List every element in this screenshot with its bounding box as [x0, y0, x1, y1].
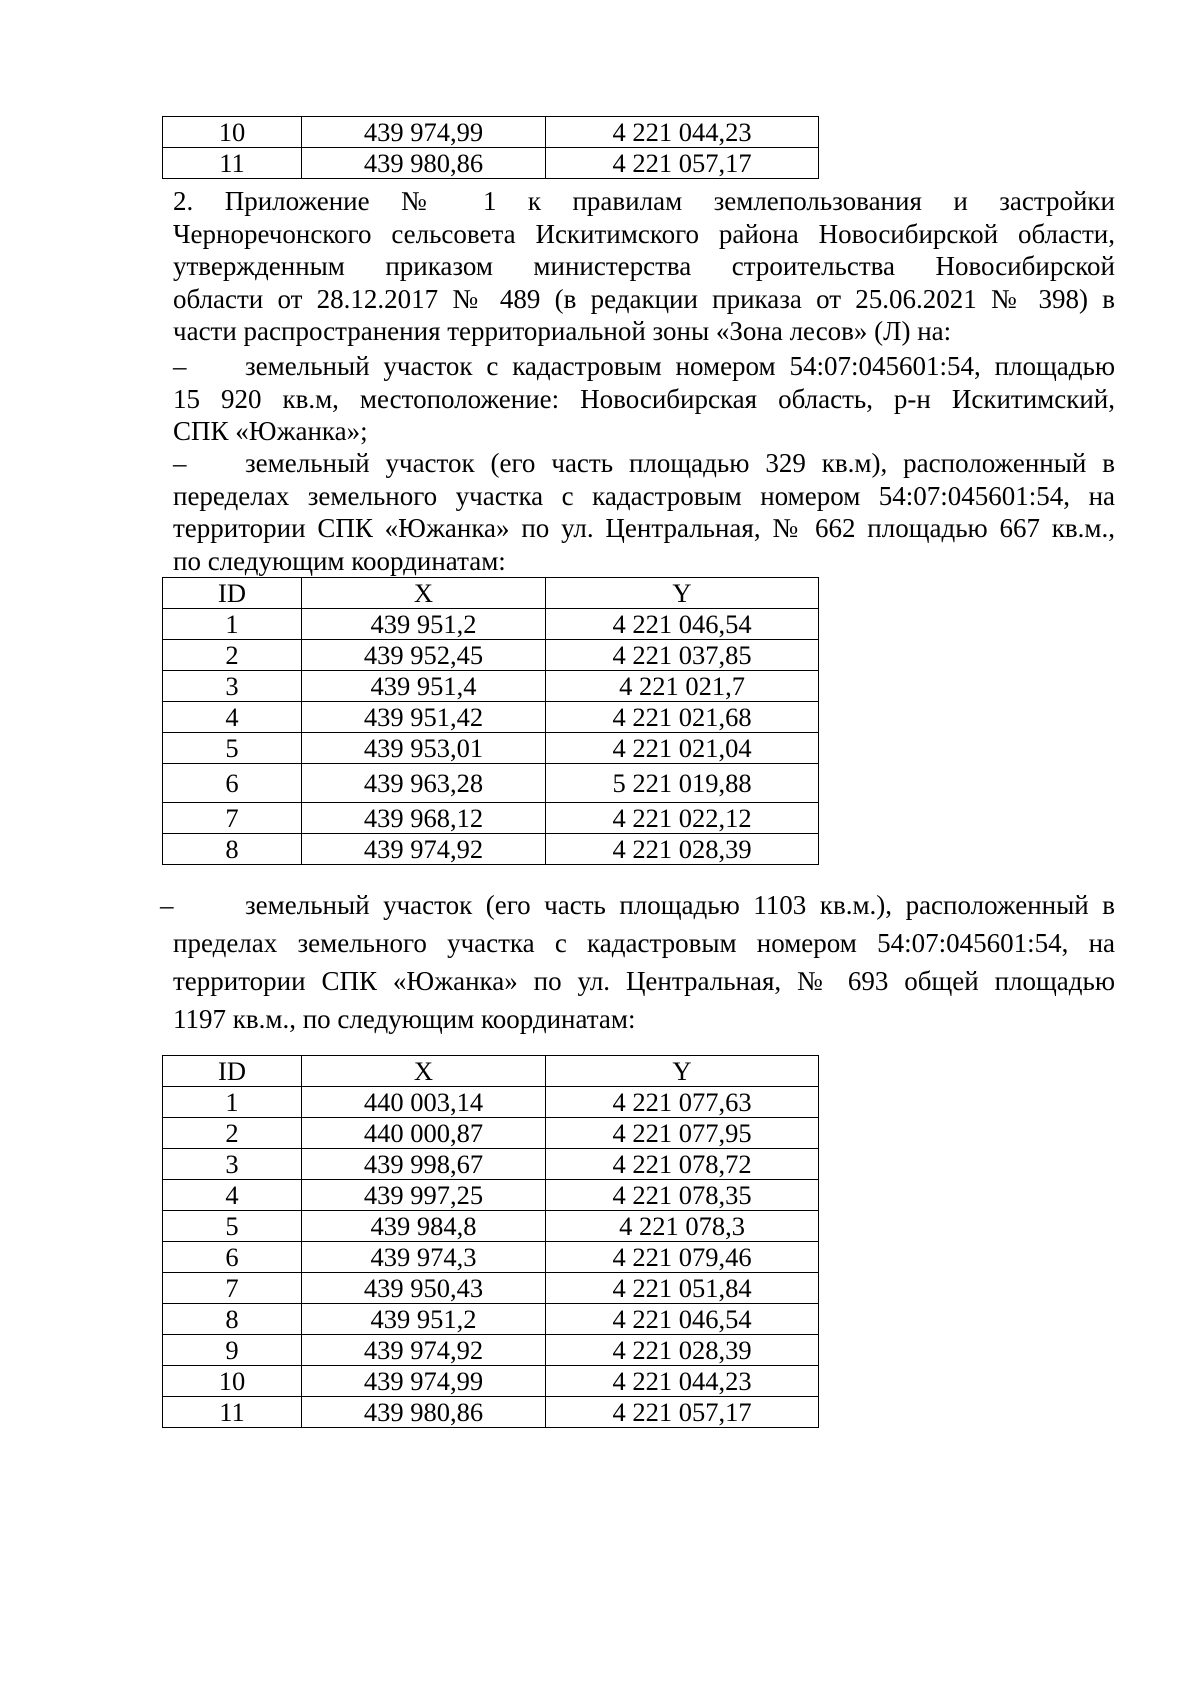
cell-id: 3: [163, 671, 302, 702]
cell-y: 4 221 046,54: [546, 1304, 819, 1335]
table-row: [163, 764, 819, 803]
cell-id: 1: [163, 1087, 302, 1118]
cell-x: 439 951,4: [302, 671, 546, 702]
table-row: [163, 1118, 819, 1149]
coordinates-table-plot-693: [162, 1055, 819, 1428]
cell-x: 439 968,12: [302, 803, 546, 834]
header-x: X: [302, 578, 546, 609]
table-row: [163, 1335, 819, 1366]
text-line: территории СПК «Южанка» по ул. Центральная, № 662 площадью 667 кв.м.,: [173, 513, 1115, 543]
cell-x: 439 974,92: [302, 1335, 546, 1366]
cell-x: 439 980,86: [302, 148, 546, 179]
table-row: [163, 1087, 819, 1118]
cell-y: 5 221 019,88: [546, 764, 819, 803]
text-line: земельный участок с кадастровым номером 54:07:045601:54, площадью: [245, 351, 1115, 381]
text-line: области от 28.12.2017 № 489 (в редакции приказа от 25.06.2021 № 398) в: [173, 283, 1115, 314]
cell-id: 5: [163, 1211, 302, 1242]
cell-id: 2: [163, 1118, 302, 1149]
cell-x: 439 951,2: [302, 609, 546, 640]
table-body: [163, 117, 819, 179]
table-row: [163, 733, 819, 764]
table-row: [163, 1397, 819, 1428]
cell-x: 439 952,45: [302, 640, 546, 671]
cell-id: 2: [163, 640, 302, 671]
cell-x: 439 953,01: [302, 733, 546, 764]
table-row: [163, 1211, 819, 1242]
cell-x: 440 000,87: [302, 1118, 546, 1149]
cell-y: 4 221 021,68: [546, 702, 819, 733]
cell-x: 439 963,28: [302, 764, 546, 803]
dash-marker: –: [173, 448, 187, 478]
cell-id: 8: [163, 834, 302, 865]
cell-x: 439 951,42: [302, 702, 546, 733]
text-line: 1197 кв.м., по следующим координатам:: [173, 1004, 636, 1034]
cell-id: 11: [163, 1397, 302, 1428]
cell-y: 4 221 028,39: [546, 1335, 819, 1366]
cell-y: 4 221 021,7: [546, 671, 819, 702]
text-line: утвержденным приказом министерства строительства Новосибирской: [173, 251, 1115, 281]
table-row: [163, 1180, 819, 1211]
cell-id: 6: [163, 1242, 302, 1273]
text-line: земельный участок (его часть площадью 329 кв.м), расположенный в: [245, 448, 1115, 478]
coordinates-table-plot-662: [162, 577, 819, 865]
cell-y: 4 221 022,12: [546, 803, 819, 834]
cell-x: 439 974,3: [302, 1242, 546, 1273]
cell-id: 11: [163, 148, 302, 179]
cell-y: 4 221 057,17: [546, 1397, 819, 1428]
table-body: [163, 1087, 819, 1428]
text-line: по следующим координатам:: [173, 545, 506, 576]
cell-y: 4 221 079,46: [546, 1242, 819, 1273]
header-id: ID: [163, 1056, 302, 1087]
cell-y: 4 221 077,63: [546, 1087, 819, 1118]
cell-x: 439 998,67: [302, 1149, 546, 1180]
table-header: [163, 1056, 819, 1087]
cell-y: 4 221 044,23: [546, 117, 819, 148]
cell-id: 1: [163, 609, 302, 640]
dash-marker: –: [160, 890, 174, 920]
cell-id: 10: [163, 1366, 302, 1397]
table-row: [163, 671, 819, 702]
cell-x: 439 997,25: [302, 1180, 546, 1211]
header-row: [163, 1056, 819, 1087]
bullet-first-line: [173, 350, 1115, 383]
text-line: переделах земельного участка с кадастровым номером 54:07:045601:54, на: [173, 480, 1115, 511]
table-row: [163, 1366, 819, 1397]
cell-y: 4 221 078,35: [546, 1180, 819, 1211]
table-row: [163, 609, 819, 640]
cell-x: 439 974,92: [302, 834, 546, 865]
coordinates-table-continued: [162, 116, 819, 179]
cell-x: 440 003,14: [302, 1087, 546, 1118]
cell-id: 3: [163, 1149, 302, 1180]
cell-y: 4 221 078,72: [546, 1149, 819, 1180]
table-row: [163, 640, 819, 671]
paragraph-item-2: [173, 185, 1115, 348]
header-x: X: [302, 1056, 546, 1087]
text-line: пределах земельного участка с кадастровым номером 54:07:045601:54, на: [173, 928, 1115, 958]
table-row: [163, 148, 819, 179]
text-line: 15 920 кв.м, местоположение: Новосибирская область, р-н Искитимский,: [173, 383, 1115, 414]
cell-x: 439 984,8: [302, 1211, 546, 1242]
text-line: земельный участок (его часть площадью 1103 кв.м.), расположенный в: [245, 890, 1115, 920]
cell-id: 7: [163, 803, 302, 834]
cell-x: 439 951,2: [302, 1304, 546, 1335]
bullet-item-3: [160, 886, 1115, 1038]
cell-id: 9: [163, 1335, 302, 1366]
header-row: [163, 578, 819, 609]
header-id: ID: [163, 578, 302, 609]
table-row: [163, 1149, 819, 1180]
bullet-first-line: [173, 447, 1115, 480]
table-row: [163, 117, 819, 148]
cell-y: 4 221 021,04: [546, 733, 819, 764]
header-y: Y: [546, 1056, 819, 1087]
cell-id: 4: [163, 702, 302, 733]
bullet-item-1: [173, 350, 1115, 448]
cell-id: 10: [163, 117, 302, 148]
text-line: Черноречонского сельсовета Искитимского района Новосибирской области,: [173, 218, 1115, 249]
cell-id: 6: [163, 764, 302, 803]
text-line: территории СПК «Южанка» по ул. Центральная, № 693 общей площадью: [173, 966, 1115, 996]
cell-y: 4 221 051,84: [546, 1273, 819, 1304]
cell-x: 439 980,86: [302, 1397, 546, 1428]
text-line: СПК «Южанка»;: [173, 416, 368, 446]
cell-id: 4: [163, 1180, 302, 1211]
cell-x: 439 974,99: [302, 1366, 546, 1397]
bullet-first-line: [160, 886, 1115, 924]
cell-y: 4 221 044,23: [546, 1366, 819, 1397]
text-line: 2. Приложение № 1 к правилам землепользования и застройки: [173, 186, 1115, 216]
cell-x: 439 974,99: [302, 117, 546, 148]
table-row: [163, 1242, 819, 1273]
cell-y: 4 221 028,39: [546, 834, 819, 865]
table-row: [163, 1304, 819, 1335]
table-row: [163, 702, 819, 733]
cell-y: 4 221 046,54: [546, 609, 819, 640]
table-row: [163, 834, 819, 865]
table-row: [163, 803, 819, 834]
cell-y: 4 221 078,3: [546, 1211, 819, 1242]
bullet-item-2: [173, 447, 1115, 577]
cell-y: 4 221 077,95: [546, 1118, 819, 1149]
header-y: Y: [546, 578, 819, 609]
table-body: [163, 609, 819, 865]
table-row: [163, 1273, 819, 1304]
cell-id: 7: [163, 1273, 302, 1304]
cell-id: 8: [163, 1304, 302, 1335]
table-header: [163, 578, 819, 609]
cell-y: 4 221 057,17: [546, 148, 819, 179]
cell-y: 4 221 037,85: [546, 640, 819, 671]
cell-id: 5: [163, 733, 302, 764]
cell-x: 439 950,43: [302, 1273, 546, 1304]
dash-marker: –: [173, 351, 187, 381]
text-line: части распространения территориальной зоны «Зона лесов» (Л) на:: [173, 316, 952, 346]
